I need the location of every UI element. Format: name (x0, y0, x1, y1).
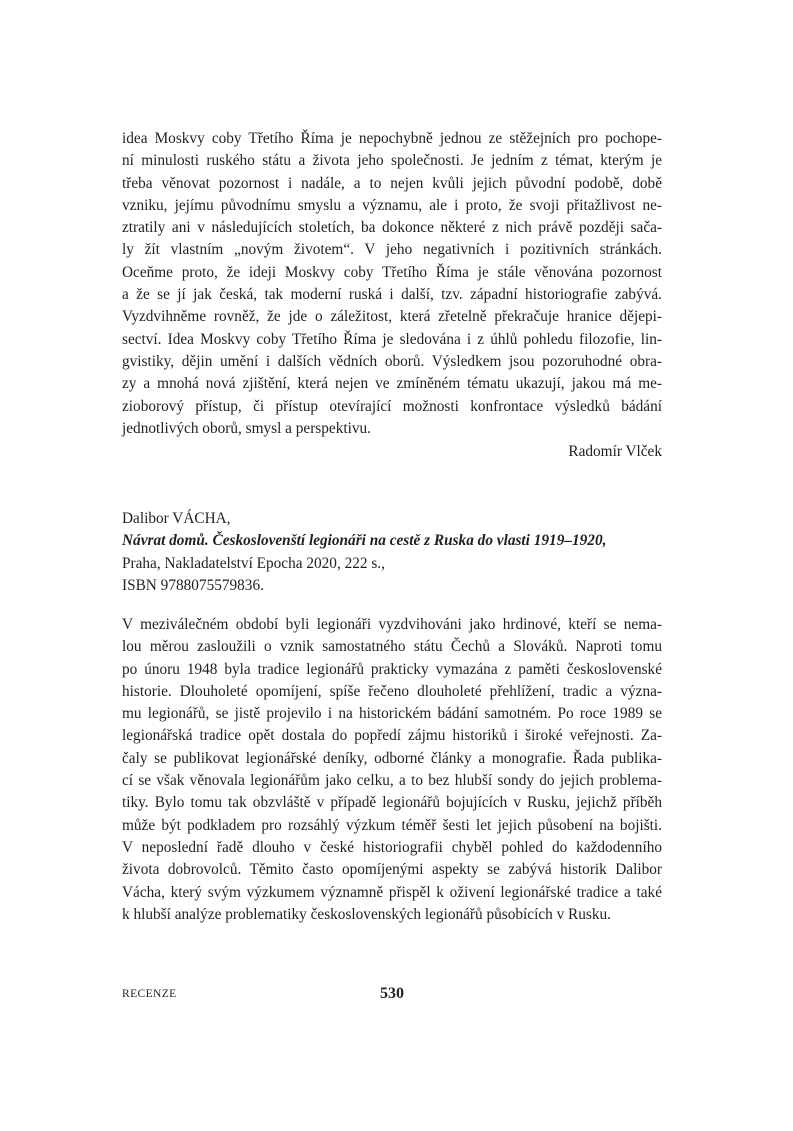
review-signature: Radomír Vlček (568, 443, 662, 460)
text-line: a že se jí jak česká, tak moderní ruská i další, tzv. západní historiografie zabývá. (122, 286, 662, 304)
text-line: lou měrou zasloužili o vznik samostatného státu Čechů a Slováků. Naproti tomu (122, 638, 662, 656)
text-line: Vácha, který svým výzkumem významně přispěl k oživení legionářské tradice a také (122, 883, 662, 901)
text-line: zy a mnohá nová zjištění, která nejen ve zmíněném tématu ukazují, jakou má me- (122, 375, 662, 393)
body-paragraph-2 (122, 614, 662, 926)
text-line: ní minulosti ruského státu a života jeho společnosti. Je jedním z témat, kterým je (122, 152, 662, 170)
text-line: mu legionářů, se jistě projevilo i na historickém bádání samotném. Po roce 1989 se (122, 705, 662, 723)
text-line: vzniku, jejímu původnímu smyslu a významu, ale i proto, že svoji přitažlivost ne- (122, 196, 662, 214)
text-line: idea Moskvy coby Třetího Říma je nepochybně jednou ze stěžejních pro pochope- (122, 130, 662, 147)
text-line: zioborový přístup, či přístup otevírající možnosti konfrontace výsledků bádání (122, 397, 662, 415)
text-line: sectví. Idea Moskvy coby Třetího Říma je sledována i z úhlů pohledu filozofie, lin- (122, 330, 662, 348)
text-line: ly žít vlastním „novým životem“. V jeho negativních i pozitivních stránkách. (122, 241, 662, 259)
text-line: čaly se publikovat legionářské deníky, odborné články a monografie. Řada publika- (122, 749, 662, 767)
text-line: cí se však věnovala legionářům jako celku, a to bez hlubší sondy do jejich problema- (122, 772, 662, 790)
text-line: po únoru 1948 byla tradice legionářů prakticky vymazána z paměti československé (122, 660, 662, 678)
page-number: 530 (380, 985, 404, 1002)
body-paragraph-1 (122, 128, 662, 440)
text-line: jednotlivých oborů, smysl a perspektivu. (122, 419, 371, 437)
text-line: života dobrovolců. Těmito často opomíjenými aspekty se zabývá historik Dalibor (122, 861, 662, 879)
text-line: gvistiky, dějin umění i dalších vědních oborů. Výsledkem jsou pozoruhodné obra- (122, 352, 662, 370)
text-line: k hlubší analýze problematiky československých legionářů působících v Rusku. (122, 905, 611, 923)
text-line: může být podkladem pro rozsáhlý výzkum téměř šesti let jejich působení na bojišti. (122, 816, 662, 834)
book-publisher: Praha, Nakladatelství Epocha 2020, 222 s., (122, 554, 385, 572)
book-title: Návrat domů. Českoslovenští legionáři na cestě z Ruska do vlasti 1919–1920, (122, 532, 607, 550)
book-isbn: ISBN 9788075579836. (122, 576, 264, 594)
text-line: Vyzdvihněme rovněž, že jde o záležitost, která zřetelně překračuje hranice dějepi- (122, 308, 662, 326)
text-line: Oceňme proto, že ideji Moskvy coby Třetího Říma je stále věnována pozornost (122, 263, 662, 281)
text-line: ztratily ani v následujících stoletích, ba dokonce některé z nich právě později sača- (122, 219, 662, 237)
book-author: Dalibor VÁCHA, (122, 510, 231, 527)
text-line: V neposlední řadě dlouho v české historiografii chyběl pohled do každodenního (122, 838, 662, 856)
review-header (122, 508, 682, 597)
footer-section-label: RECENZE (122, 988, 177, 1000)
text-line: třeba věnovat pozornost i nadále, a to nejen kvůli jejich původní podobě, době (122, 174, 662, 192)
text-line: tiky. Bylo tomu tak obzvláště v případě legionářů bojujících v Rusku, jejichž příběh (122, 794, 662, 812)
text-line: V meziválečném období byli legionáři vyzdvihováni jako hrdinové, kteří se nema- (122, 616, 662, 633)
text-line: historie. Dlouholeté opomíjení, spíše řečeno dlouholeté přehlížení, tradic a význa- (122, 682, 662, 700)
text-line: legionářská tradice opět dostala do popředí zájmu historiků i široké veřejnosti. Za- (122, 727, 662, 745)
